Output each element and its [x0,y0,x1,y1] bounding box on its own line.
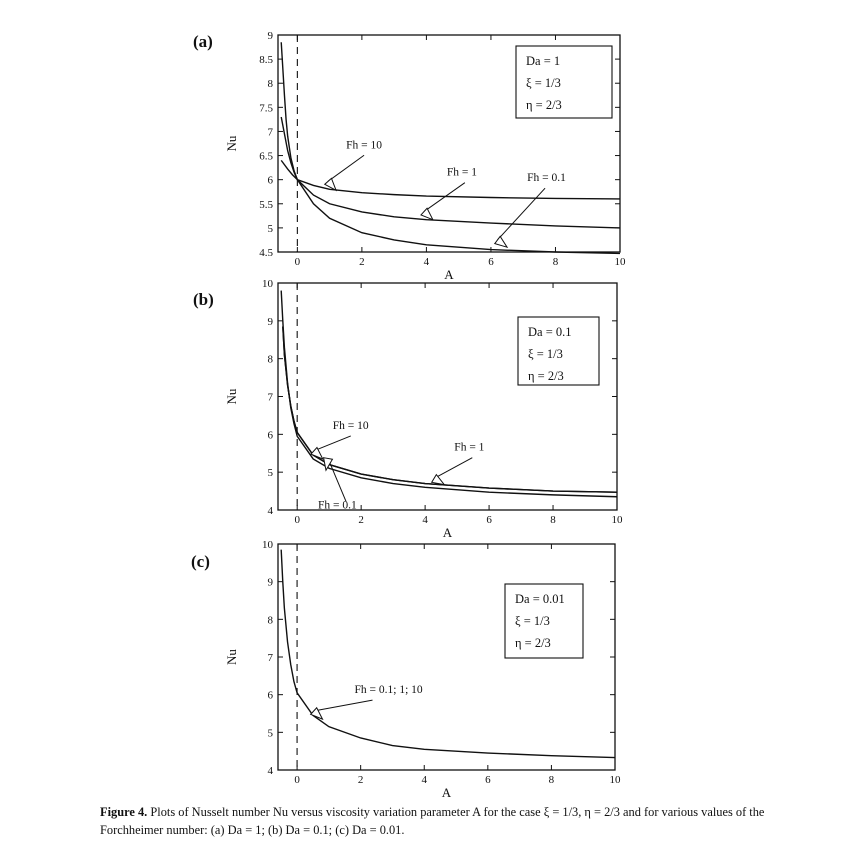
annotation-leader [328,458,346,501]
x-tick-label: 2 [357,774,364,786]
x-tick-label: 2 [359,256,365,268]
x-tick-label: 8 [550,514,556,526]
y-tick-label: 4 [267,765,273,777]
annotation-leader [314,436,351,451]
y-tick-label: 8 [267,353,273,366]
x-tick-label: 4 [423,256,430,268]
x-tick-label: 10 [614,256,626,268]
legend-entry: η = 2/3 [528,369,564,383]
x-tick-label: 6 [485,774,491,786]
annotation-label: Fh = 1 [454,441,485,454]
y-tick-label: 8 [267,78,273,91]
x-tick-label: 2 [358,514,364,526]
y-tick-label: 9 [267,30,273,42]
x-tick-label: 10 [609,774,621,786]
y-tick-label: 5 [267,467,273,480]
y-tick-label: 6.5 [259,150,273,163]
legend-entry: Da = 0.1 [528,325,572,339]
caption-text: Plots of Nusselt number Nu versus viscosity variation parameter A for the case ξ = 1/3, η = 2/3 and for various values of the Forchheimer number: (a) Da = 1; (b) Da = 0.1; (c) Da = 0.01. [100,805,765,837]
x-tick-label: 6 [488,256,494,268]
x-tick-label: 10 [611,514,623,526]
x-tick-label: 6 [486,514,492,526]
annotation-label: Fh = 0.1 [527,172,566,185]
y-tick-label: 7 [267,126,273,139]
caption-label: Figure 4. [100,805,148,819]
x-tick-label: 0 [294,256,301,268]
y-axis-label: Nu [224,135,239,152]
x-tick-label: 0 [294,514,300,526]
annotation-leader [434,458,472,479]
y-tick-label: 8 [267,614,273,627]
y-tick-label: 8.5 [259,54,273,67]
annotation-arrowhead [421,208,433,219]
y-tick-label: 10 [262,539,273,551]
annotation-label: Fh = 0.1 [317,499,357,512]
legend-entry: η = 2/3 [515,636,551,650]
panel-label: (a) [193,32,213,51]
y-axis-label: Nu [224,388,239,405]
legend-entry: ξ = 1/3 [528,347,563,361]
panel-a [193,30,626,282]
y-tick-label: 6 [267,174,273,187]
legend-entry: ξ = 1/3 [526,76,561,90]
x-axis-label: A [441,785,452,800]
x-tick-label: 4 [421,774,427,786]
legend-entry: Da = 0.01 [515,592,565,606]
annotation-arrowhead [432,475,445,485]
y-tick-label: 7 [267,391,273,404]
legend-entry: ξ = 1/3 [515,614,550,628]
y-tick-label: 6 [267,429,273,442]
x-tick-label: 8 [552,256,559,268]
y-axis-label: Nu [224,649,239,665]
y-tick-label: 5 [267,727,273,740]
y-tick-label: 9 [267,576,273,589]
panel-label: (b) [193,290,214,309]
annotation-label: Fh = 10 [332,419,369,432]
y-tick-label: 9 [267,315,273,328]
x-tick-label: 8 [548,774,555,786]
figure-caption [100,803,820,839]
legend-entry: Da = 1 [526,54,561,68]
y-tick-label: 5 [267,222,273,235]
annotation-leader [328,155,364,181]
annotation-label: Fh = 0.1; 1; 10 [354,684,423,697]
legend-entry: η = 2/3 [526,98,562,112]
annotation-label: Fh = 10 [346,139,382,152]
panel-c [191,539,621,800]
x-axis-label: A [442,525,453,540]
y-tick-label: 4.5 [259,247,273,259]
y-tick-label: 7.5 [259,102,273,115]
annotation-label: Fh = 1 [446,166,478,179]
y-tick-label: 5.5 [259,198,273,211]
panel-b [193,278,623,540]
annotation-leader [497,188,545,240]
x-axis-label: A [444,267,454,282]
x-tick-label: 4 [422,514,428,526]
y-tick-label: 6 [267,689,273,702]
y-tick-label: 4 [267,505,273,517]
annotation-leader [314,700,373,711]
x-tick-label: 0 [294,774,300,786]
y-tick-label: 10 [262,278,273,290]
panel-label: (c) [191,552,210,571]
y-tick-label: 7 [267,652,273,664]
annotation-arrowhead [495,236,507,247]
